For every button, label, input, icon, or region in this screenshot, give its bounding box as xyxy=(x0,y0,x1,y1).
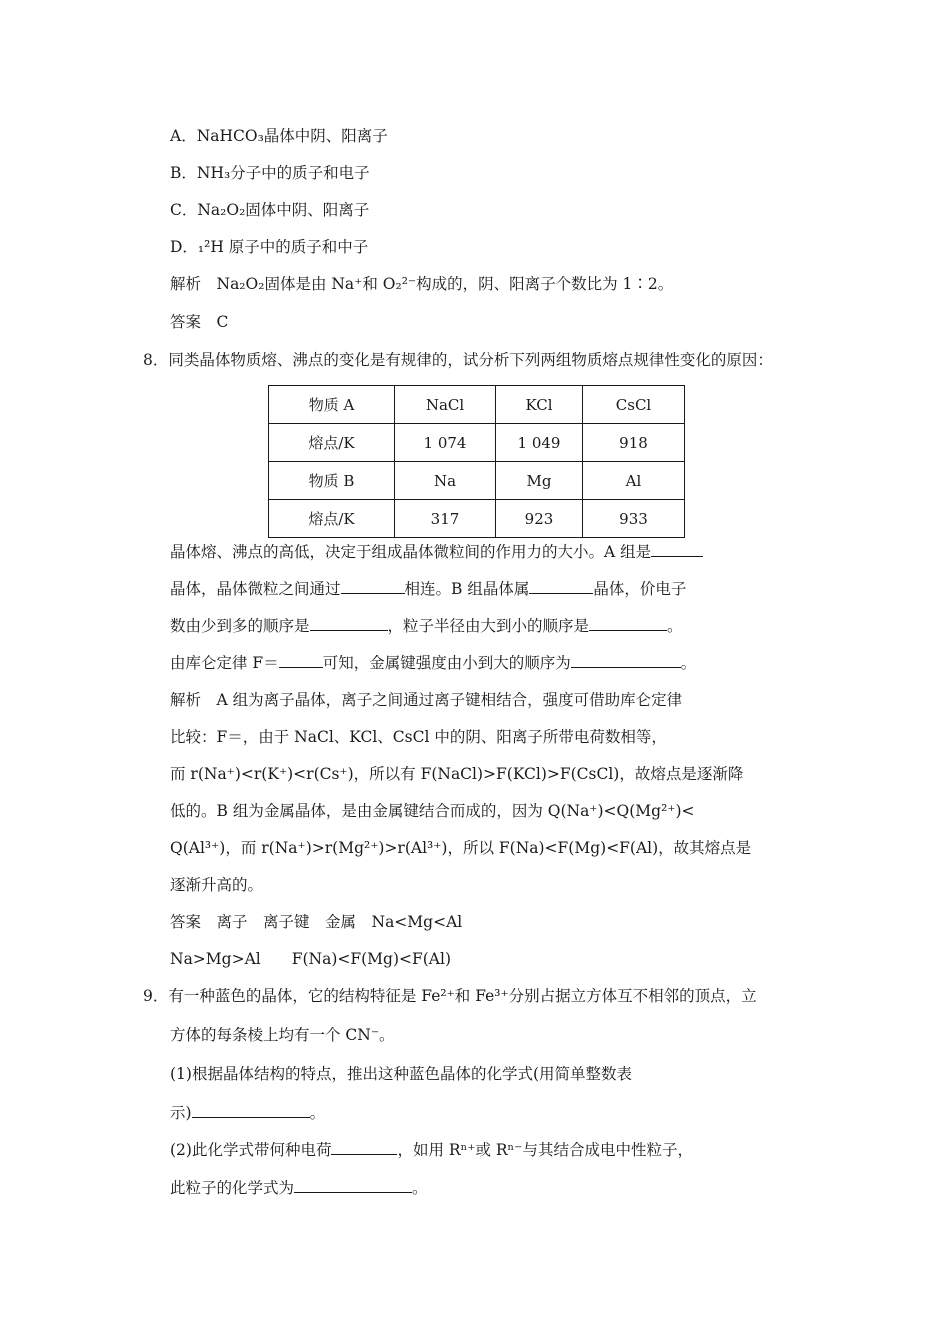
table-cell: CsCl xyxy=(583,386,685,424)
q8-line-3 xyxy=(170,615,683,637)
q8-analysis-1: 解析 A 组为离子晶体，离子之间通过离子键相结合，强度可借助库仑定律 xyxy=(170,691,683,709)
table-row xyxy=(269,500,685,538)
answer-blank[interactable] xyxy=(192,1103,310,1118)
q8-text: 晶体，晶体微粒之间通过 xyxy=(170,580,341,598)
option-c: C．Na₂O₂固体中阴、阳离子 xyxy=(170,201,370,219)
melting-point-table xyxy=(268,385,685,538)
answer-blank[interactable] xyxy=(341,579,405,594)
table-cell: Al xyxy=(583,462,685,500)
answer-blank[interactable] xyxy=(651,542,703,557)
q8-text: ，粒子半径由大到小的顺序是 xyxy=(387,617,590,635)
option-a: A．NaHCO₃晶体中阴、阳离子 xyxy=(170,127,388,145)
answer-blank[interactable] xyxy=(331,1140,397,1155)
table-cell: Mg xyxy=(496,462,583,500)
answer-blank[interactable] xyxy=(279,653,323,668)
q8-text: 由库仑定律 F＝ xyxy=(170,654,279,672)
q9-part-1: (1)根据晶体结构的特点，推出这种蓝色晶体的化学式(用简单整数表 xyxy=(170,1065,633,1083)
q8-text: 。 xyxy=(680,654,697,672)
q8-analysis-3: 而 r(Na⁺)<r(K⁺)<r(Cs⁺)，所以有 F(NaCl)>F(KCl)>F(CsCl)，故熔点是逐渐降 xyxy=(170,765,744,783)
table-cell: 熔点/K xyxy=(269,500,395,538)
q8-stem: 8．同类晶体物质熔、沸点的变化是有规律的，试分析下列两组物质熔点规律性变化的原因： xyxy=(143,351,773,369)
q8-line-2 xyxy=(170,578,686,600)
table-cell: KCl xyxy=(496,386,583,424)
q9-text: (2)此化学式带何种电荷 xyxy=(170,1141,332,1159)
q8-text: 可知，金属键强度由小到大的顺序为 xyxy=(322,654,571,672)
table-cell: 918 xyxy=(583,424,685,462)
q8-text: 。 xyxy=(667,617,683,635)
q8-analysis-2: 比较：F＝，由于 NaCl、KCl、CsCl 中的阴、阳离子所带电荷数相等， xyxy=(170,728,667,746)
answer-blank[interactable] xyxy=(294,1178,412,1193)
q8-text: 相连。B 组晶体属 xyxy=(404,580,530,598)
q9-part-2-blank-line xyxy=(170,1177,428,1199)
q9-text: 此粒子的化学式为 xyxy=(170,1179,295,1197)
answer-blank[interactable] xyxy=(571,653,681,668)
table-cell: 923 xyxy=(496,500,583,538)
table-row xyxy=(269,386,685,424)
q9-text: 。 xyxy=(309,1104,326,1122)
q8-analysis-5: Q(Al³⁺)，而 r(Na⁺)>r(Mg²⁺)>r(Al³⁺)，所以 F(Na)<F(Mg)<F(Al)，故其熔点是 xyxy=(170,839,752,857)
table-cell: 317 xyxy=(395,500,496,538)
table-cell: 1 074 xyxy=(395,424,496,462)
table-cell: 物质 B xyxy=(269,462,395,500)
table-cell: 熔点/K xyxy=(269,424,395,462)
q8-text: 晶体，价电子 xyxy=(593,580,687,598)
table-row xyxy=(269,424,685,462)
answer-blank[interactable] xyxy=(589,616,667,631)
table-cell: 物质 A xyxy=(269,386,395,424)
q7-answer: 答案 C xyxy=(170,313,229,331)
q9-part-2 xyxy=(170,1139,693,1161)
table-cell: 933 xyxy=(583,500,685,538)
table-row xyxy=(269,462,685,500)
table-cell: 1 049 xyxy=(496,424,583,462)
q8-text: 晶体熔、沸点的高低，决定于组成晶体微粒间的作用力的大小。A 组是 xyxy=(170,543,652,561)
answer-blank[interactable] xyxy=(529,579,593,594)
q8-analysis-6: 逐渐升高的。 xyxy=(170,876,264,894)
q9-text: 示) xyxy=(170,1104,192,1122)
q8-line-4 xyxy=(170,652,696,674)
q8-text: 数由少到多的顺序是 xyxy=(170,617,310,635)
answer-blank[interactable] xyxy=(310,616,388,631)
q8-answer-1: 答案 离子 离子键 金属 Na<Mg<Al xyxy=(170,913,463,931)
table-cell: Na xyxy=(395,462,496,500)
q8-line-1 xyxy=(170,541,703,563)
option-b: B．NH₃分子中的质子和电子 xyxy=(170,164,370,182)
q9-part-1-blank-line xyxy=(170,1102,325,1124)
q8-analysis-4: 低的。B 组为金属晶体，是由金属键结合而成的，因为 Q(Na⁺)<Q(Mg²⁺)< xyxy=(170,802,695,820)
table-cell: NaCl xyxy=(395,386,496,424)
q8-answer-2: Na>Mg>Al F(Na)<F(Mg)<F(Al) xyxy=(170,950,451,968)
q9-text: 。 xyxy=(412,1179,428,1197)
option-d: D．₁²H 原子中的质子和中子 xyxy=(170,238,369,256)
q9-text: ，如用 Rⁿ⁺或 Rⁿ⁻与其结合成电中性粒子， xyxy=(397,1141,693,1159)
q9-stem-2: 方体的每条棱上均有一个 CN⁻。 xyxy=(170,1026,395,1044)
q9-stem-1: 9．有一种蓝色的晶体，它的结构特征是 Fe²⁺和 Fe³⁺分别占据立方体互不相邻的顶点，立 xyxy=(143,987,757,1005)
q7-analysis: 解析 Na₂O₂固体是由 Na⁺和 O₂²⁻构成的，阴、阳离子个数比为 1∶2。 xyxy=(170,275,674,293)
